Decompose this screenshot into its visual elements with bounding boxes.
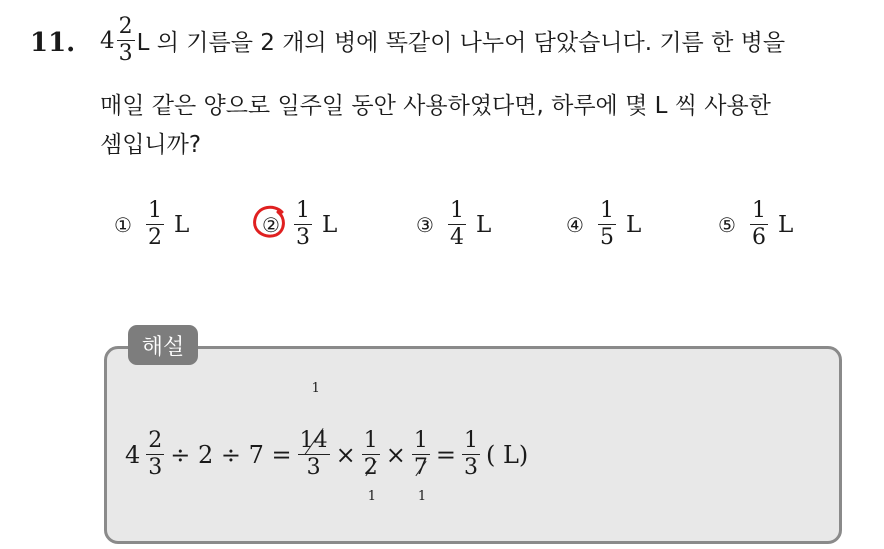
denominator: 4 (450, 225, 464, 250)
eq-ops: ÷ 2 ÷ 7 = (170, 440, 292, 469)
explanation-label: 해설 (128, 325, 198, 365)
equals-sign: = (435, 440, 456, 469)
denominator (414, 455, 428, 479)
mixed-fraction (117, 16, 135, 65)
eq-fraction-5 (462, 430, 480, 479)
numerator: 1 (148, 198, 162, 223)
choice-marker: ① (114, 212, 132, 237)
choice-fraction (146, 200, 164, 249)
numerator: 1 (296, 198, 310, 223)
choice-fraction (750, 200, 768, 249)
mixed-numerator: 2 (118, 14, 133, 39)
cancel-result-top: 1 (311, 381, 320, 396)
unit: L (778, 211, 794, 238)
denominator: 5 (600, 225, 614, 250)
eq-fraction-4 (412, 428, 430, 504)
eq-unit: ( L) (486, 440, 529, 469)
denominator: 2 (148, 225, 162, 250)
denominator: 3 (296, 225, 310, 250)
numerator: 2 (148, 428, 163, 453)
choice-marker (258, 213, 284, 237)
choice-1[interactable] (110, 200, 189, 249)
cancelled-denominator: 7 (413, 455, 428, 480)
choice-5[interactable] (714, 200, 793, 249)
denominator: 6 (752, 225, 766, 250)
choice-marker: ④ (566, 212, 584, 237)
numerator: 1 (600, 198, 614, 223)
denominator: 3 (464, 455, 478, 480)
question-line-1 (100, 16, 785, 65)
eq-fraction-1 (146, 430, 164, 479)
unit: L (476, 211, 492, 238)
choice-marker-text: ② (262, 212, 280, 237)
eq-fraction-2 (298, 381, 330, 480)
eq-whole: 4 (125, 440, 141, 469)
numerator: 1 (363, 428, 378, 453)
choice-marker: ③ (416, 212, 434, 237)
numerator: 1 (752, 198, 766, 223)
cancelled-numerator: 14 (299, 428, 328, 453)
cancelled-denominator: 2 (363, 455, 378, 480)
question-number: 11. (30, 28, 76, 58)
numerator: 1 (464, 428, 478, 453)
unit: L (626, 211, 642, 238)
numerator: 1 (413, 428, 428, 453)
times-sign: × (335, 440, 356, 469)
question-line-2: 매일 같은 양으로 일주일 동안 사용하였다면, 하루에 몇 L 씩 사용한 (100, 93, 771, 119)
explanation-equation (125, 381, 529, 504)
choice-fraction (598, 200, 616, 249)
eq-fraction-3 (362, 428, 380, 504)
cancel-result-bottom-2: 1 (417, 489, 427, 504)
numerator: 1 (450, 198, 464, 223)
choice-fraction (294, 200, 312, 249)
choice-marker: ⑤ (718, 212, 736, 237)
unit: L (174, 211, 190, 238)
mixed-denominator: 3 (118, 41, 133, 66)
unit: L (322, 211, 338, 238)
denominator (364, 455, 378, 479)
choice-2[interactable] (258, 200, 337, 249)
choice-4[interactable] (562, 200, 641, 249)
choice-fraction (448, 200, 466, 249)
times-sign: × (385, 440, 406, 469)
numerator (298, 430, 330, 455)
choice-3[interactable] (412, 200, 491, 249)
question-line-1-text: L 의 기름을 2 개의 병에 똑같이 나누어 담았습니다. 기름 한 병을 (136, 30, 786, 56)
question-line-3: 셈입니까? (100, 132, 202, 158)
denominator: 3 (306, 455, 321, 480)
mixed-whole: 4 (100, 27, 115, 54)
denominator: 3 (148, 455, 163, 480)
cancel-result-bottom-1: 1 (367, 489, 377, 504)
